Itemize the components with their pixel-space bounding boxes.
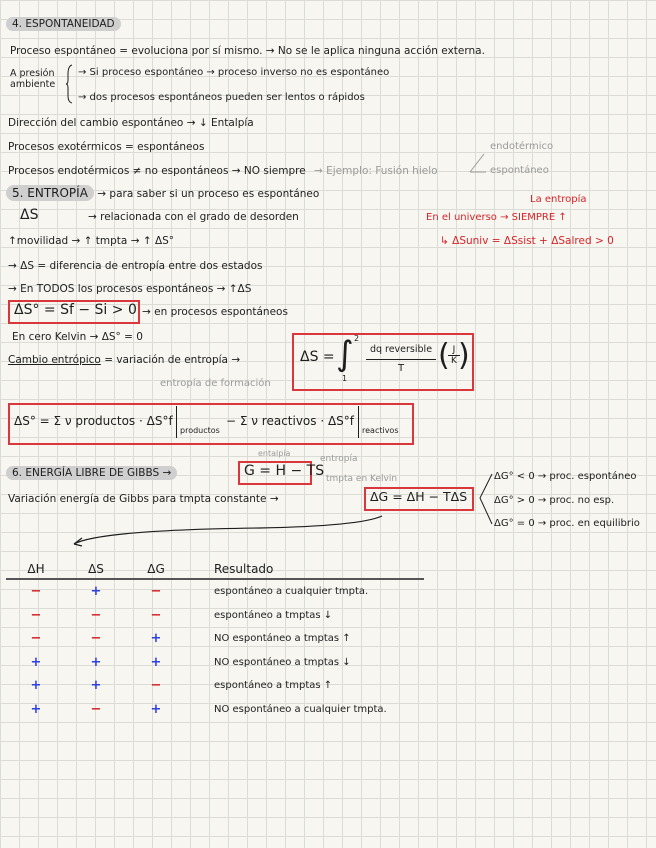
gibbs-eq: G = H − TS [244,463,325,479]
cases-brace [476,470,494,528]
cell-res: NO espontáneo a tmptas ↑ [214,633,351,645]
header-ds: ΔS [66,562,126,579]
curved-arrow [60,500,400,550]
section-6-heading: 6. ENERGÍA LIBRE DE GIBBS → [6,466,177,480]
formacion-sub-1: productos [180,426,220,435]
diferencia-line: → ΔS = diferencia de entropía entre dos estados [8,260,263,272]
ejemplo-line: → Ejemplo: Fusión hielo [314,165,438,177]
cell-dg: + [150,631,162,647]
table-header-row [6,562,424,579]
section-4-heading: 4. ESPONTANEIDAD [6,17,121,31]
cell-dg: + [150,654,162,670]
delta-s-symbol: ΔS [20,207,39,223]
case-zero: ΔG° = 0 → proc. en equilibrio [494,518,640,529]
integral-fraction-bar [366,359,436,360]
formacion-eval-bar-1 [176,406,177,438]
delta-g-eq: ΔG = ΔH − TΔS [370,489,468,504]
cell-dh: − [30,631,42,647]
presion-label: A presión ambiente [10,68,56,90]
red-universo: En el universo → SIEMPRE ↑ [426,212,567,223]
cell-dh: − [30,584,42,600]
integral-upper: 2 [354,334,360,343]
integral-lhs: ΔS = [300,349,335,365]
cero-kelvin-line: En cero Kelvin → ΔS° = 0 [12,331,143,343]
cell-dg: − [150,678,162,694]
cell-ds: + [90,654,102,670]
case-positive: ΔG° > 0 → proc. no esp. [494,495,615,506]
units-paren-right: ) [458,338,470,373]
integral-numerator: dq reversible [369,344,433,355]
spontaneous-definition: Proceso espontáneo = evoluciona por sí mismo. → No se le aplica ninguna acción externa. [10,45,485,57]
integral-lower: 1 [342,374,348,383]
movilidad-line: ↑movilidad → ↑ tmpta → ↑ ΔS° [8,235,175,247]
entropy-box-rest: → en procesos espontáneos [142,306,288,318]
table-row [6,674,424,698]
ejemplo-espontaneo: espontáneo [490,165,549,176]
cell-ds: − [90,701,102,717]
exotermicos-line: Procesos exotérmicos = espontáneos [8,141,205,153]
cell-dg: − [150,584,162,600]
cell-dh: − [30,607,42,623]
label-tmpta: tmpta en Kelvin [326,474,398,484]
table-row [6,698,424,722]
entropy-box-eq: ΔS° = Sf − Si > 0 [14,302,137,318]
header-resultado: Resultado [186,562,424,579]
results-table [6,562,424,721]
formacion-label: entropía de formación [160,378,271,389]
integral-sign: ∫ [336,334,354,374]
case-negative: ΔG° < 0 → proc. espontáneo [494,471,637,482]
formacion-sub-2: reactivos [362,426,399,435]
formacion-eq-2: − Σ ν reactivos · ΔS°f [226,414,355,428]
cell-dg: + [150,701,162,717]
table-row [6,627,424,651]
table-row [6,579,424,604]
desorden-line: → relacionada con el grado de desorden [88,211,299,223]
formacion-eq-1: ΔS° = Σ ν productos · ΔS°f [14,414,173,428]
cell-res: espontáneo a cualquier tmpta. [214,586,369,598]
cell-res: espontáneo a tmptas ↓ [214,609,333,621]
cell-dh: + [30,654,42,670]
header-dg: ΔG [126,562,186,579]
cell-res: NO espontáneo a cualquier tmpta. [214,703,387,715]
header-dh: ΔH [6,562,66,579]
cell-res: espontáneo a tmptas ↑ [214,680,333,692]
red-suniv: ↳ ΔSuniv = ΔSsist + ΔSalred > 0 [440,235,614,247]
ejemplo-endotermico: endotérmico [490,141,554,152]
units-fraction: J K [448,345,460,366]
cambio-entropico-line: Cambio entrópico = variación de entropía → [8,354,241,366]
section-5-heading: 5. ENTROPÍA → para saber si un proceso es espontáneo [6,186,319,201]
variacion-line: Variación energía de Gibbs para tmpta constante → [8,493,279,505]
direccion-line: Dirección del cambio espontáneo → ↓ Entalpía [8,117,254,129]
cell-ds: − [90,607,102,623]
cell-dh: + [30,678,42,694]
label-entalpia: entalpía [258,449,291,458]
ejemplo-branch [468,150,488,184]
table-row [6,651,424,675]
cell-ds: + [90,584,102,600]
brace [66,64,74,104]
formacion-eval-bar-2 [358,406,359,438]
cell-ds: − [90,631,102,647]
todos-line: → En TODOS los procesos espontáneos → ↑ΔS [8,283,252,295]
cell-res: NO espontáneo a tmptas ↓ [214,656,351,668]
presion-point-b: → dos procesos espontáneos pueden ser lentos o rápidos [78,92,365,103]
table-row [6,604,424,628]
endotermicos-line: Procesos endotérmicos ≠ no espontáneos → NO siempre [8,165,306,177]
cell-ds: + [90,678,102,694]
units-paren-left: ( [438,338,450,373]
integral-denominator: T [397,363,405,374]
cell-dh: + [30,701,42,717]
label-entropia: entropía [320,454,358,464]
cell-dg: − [150,607,162,623]
red-title: La entropía [530,194,587,205]
presion-point-a: → Si proceso espontáneo → proceso inverso no es espontáneo [78,67,390,78]
